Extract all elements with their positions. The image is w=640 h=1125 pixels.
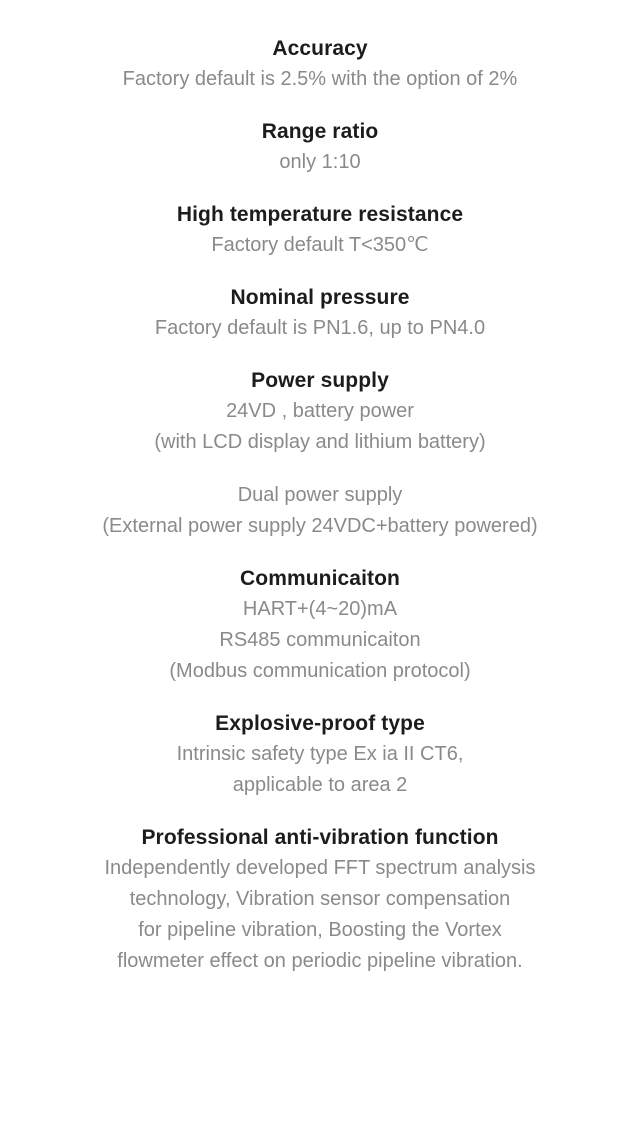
spec-block [18,34,622,95]
spec-block [18,564,622,687]
spec-line: flowmeter effect on periodic pipeline vibration. [117,950,523,972]
spec-block [18,366,622,458]
spec-line: RS485 communicaiton [219,629,421,651]
spec-line: Independently developed FFT spectrum analysis [104,857,536,879]
spec-line: (External power supply 24VDC+battery powered) [102,515,538,537]
spec-block [18,117,622,178]
spec-title: Power supply [251,369,389,392]
spec-line: Dual power supply [237,484,403,506]
spec-line: 24VD , battery power [226,400,414,422]
spec-line: Intrinsic safety type Ex ia II CT6, [176,743,464,765]
spec-block [18,200,622,261]
spec-line: applicable to area 2 [232,774,408,796]
spec-title: Communicaiton [240,567,400,590]
spec-line: only 1:10 [279,151,361,173]
spec-title: Range ratio [261,120,379,143]
spec-title: Explosive-proof type [215,712,425,735]
spec-title: Professional anti-vibration function [141,826,499,849]
spec-title: Nominal pressure [230,286,410,309]
spec-title: Accuracy [272,37,368,60]
spec-title: High temperature resistance [176,203,464,226]
spec-line: Factory default is PN1.6, up to PN4.0 [154,317,486,339]
spec-block [18,283,622,344]
spec-line: HART+(4~20)mA [242,598,398,620]
spec-line: Factory default T<350℃ [211,234,429,256]
spec-block [18,480,622,542]
spec-line: Factory default is 2.5% with the option of 2% [122,68,518,90]
spec-line: (with LCD display and lithium battery) [154,431,486,453]
spec-line: (Modbus communication protocol) [169,660,471,682]
spec-block [18,709,622,801]
spec-block [18,823,622,977]
spec-line: technology, Vibration sensor compensation [129,888,511,910]
spec-line: for pipeline vibration, Boosting the Vortex [138,919,502,941]
